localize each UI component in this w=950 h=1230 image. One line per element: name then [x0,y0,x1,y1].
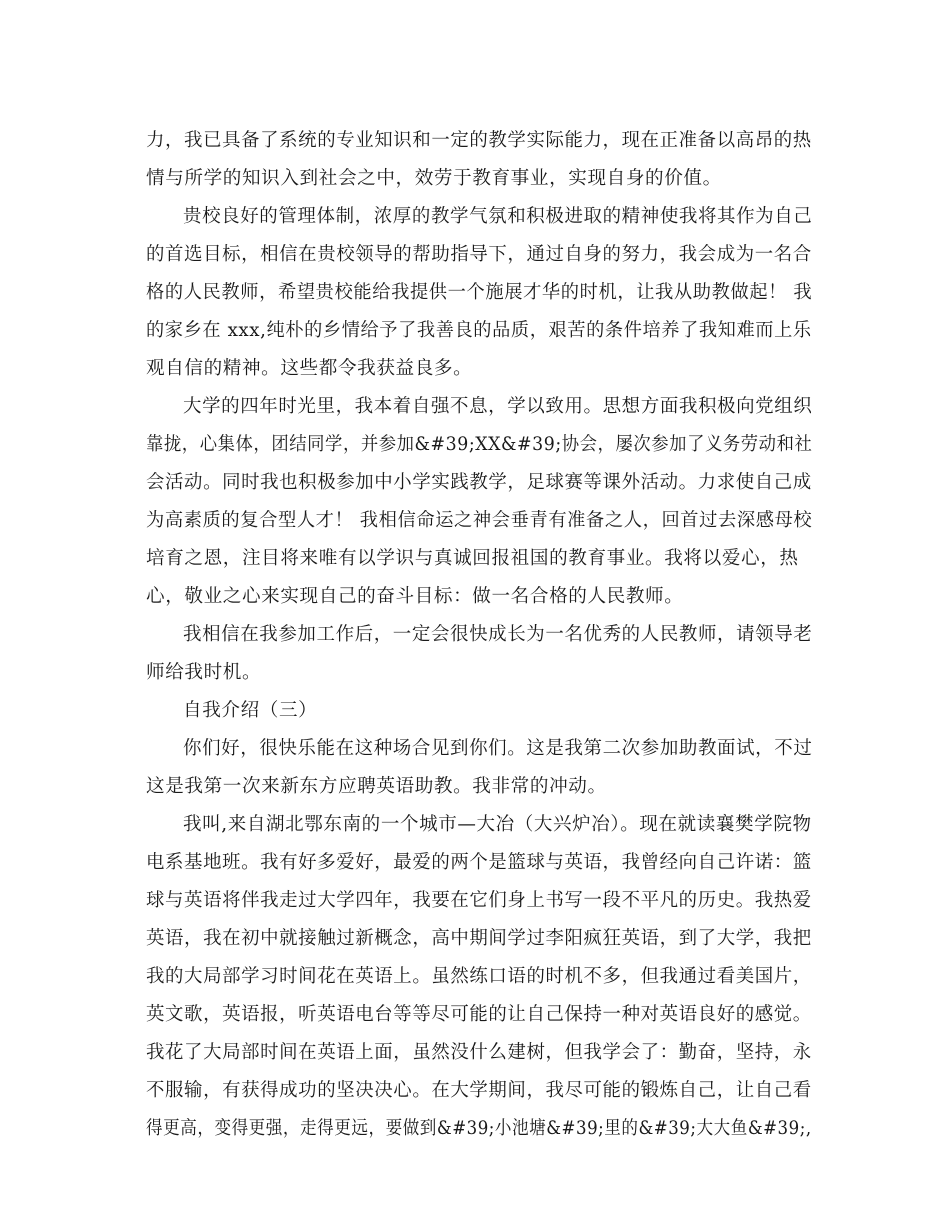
text-line: 心，敬业之心来实现自己的奋斗目标：做一名合格的人民教师。 [146,586,684,607]
text-line: 英语，我在初中就接触过新概念，高中期间学过李阳疯狂英语，到了大学，我把 [146,928,812,949]
text-line: 我花了大局部时间在英语上面，虽然没什么建树，但我学会了：勤奋，坚持，永 [146,1042,812,1063]
text-line: 这是我第一次来新东方应聘英语助教。我非常的冲动。 [146,776,607,797]
text-line: 你们好，很快乐能在这种场合见到你们。这是我第二次参加助教面试，不过 [183,738,813,759]
section-heading: 自我介绍（三） [183,700,318,721]
text-line: 培育之恩，注目将来唯有以学识与真诚回报祖国的教育事业。我将以爱心，热 [146,548,799,569]
text-line: 我的大局部学习时间花在英语上。虽然练口语的时机不多，但我通过看美国片， [146,966,812,987]
text-line: 力，我已具备了系统的专业知识和一定的教学实际能力，现在正准备以高昂的热 [146,130,812,151]
text-line: 不服输，有获得成功的坚决决心。在大学期间，我尽可能的锻炼自己，让自己看 [146,1080,812,1101]
text-line: 我相信在我参加工作后，一定会很快成长为一名优秀的人民教师，请领导老 [183,624,813,645]
text-line: 的家乡在 xxx,纯朴的乡情给予了我善良的品质，艰苦的条件培养了我知难而上乐 [146,320,812,341]
text-line: 英文歌，英语报，听英语电台等等尽可能的让自己保持一种对英语良好的感觉。 [146,1004,812,1025]
text-line: 的首选目标，相信在贵校领导的帮助指导下，通过自身的努力，我会成为一名合 [146,244,812,265]
text-line: 电系基地班。我有好多爱好，最爱的两个是篮球与英语，我曾经向自己许诺：篮 [146,852,812,873]
text-line: 会活动。同时我也积极参加中小学实践教学，足球赛等课外活动。力求使自己成 [146,472,812,493]
text-line: 靠拢，心集体，团结同学，并参加&#39;XX&#39;协会，屡次参加了义务劳动和社 [146,434,813,455]
text-line: 球与英语将伴我走过大学四年，我要在它们身上书写一段不平凡的历史。我热爱 [146,890,812,911]
text-line: 情与所学的知识入到社会之中，效劳于教育事业，实现自身的价值。 [146,168,722,189]
text-line: 大学的四年时光里，我本着自强不息，学以致用。思想方面我积极向党组织 [183,396,813,417]
text-line: 得更高，变得更强，走得更远，要做到&#39;小池塘&#39;里的&#39;大大鱼&#39;, [146,1118,812,1139]
text-line: 格的人民教师，希望贵校能给我提供一个施展才华的时机，让我从助教做起！ 我 [146,282,813,303]
text-line: 为高素质的复合型人才！ 我相信命运之神会垂青有准备之人，回首过去深感母校 [146,510,813,531]
text-line: 师给我时机。 [146,662,262,683]
text-line: 贵校良好的管理体制，浓厚的教学气氛和积极进取的精神使我将其作为自己 [183,206,813,227]
text-line: 我叫,来自湖北鄂东南的一个城市—大冶（大兴炉冶）。现在就读襄樊学院物 [183,814,812,835]
text-line: 观自信的精神。这些都令我获益良多。 [146,358,473,379]
